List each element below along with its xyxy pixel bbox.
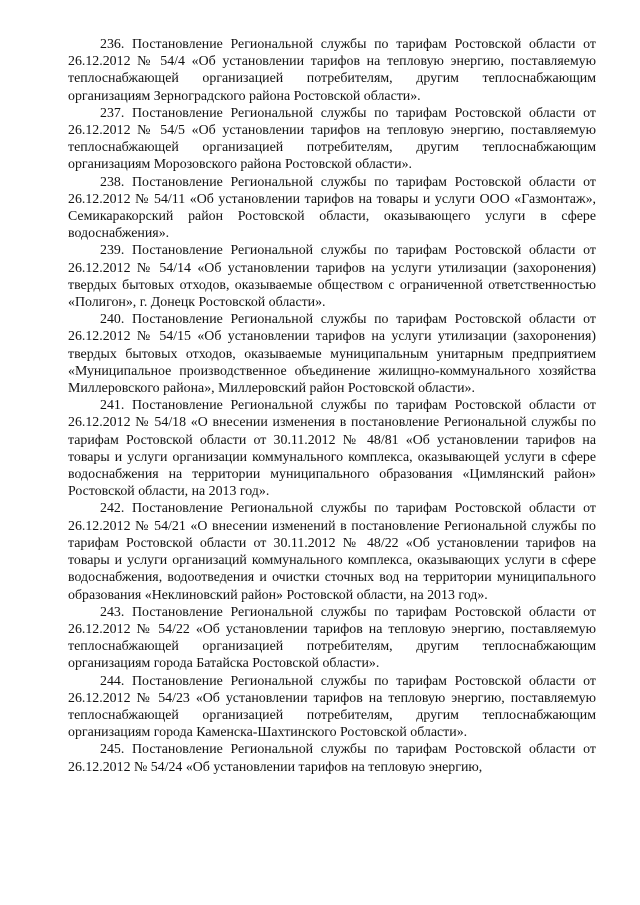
item-number: 240. bbox=[100, 312, 125, 328]
item-number: 237. bbox=[100, 105, 125, 121]
item-number: 245. bbox=[100, 742, 125, 758]
item-text: Постановление Региональной службы по тарифам Ростовской области от 26.12.2012 № 54/23 «Об установлении тарифов на тепловую энергию, поставляемую теплоснабжающей организацией потребителям, другим теплоснабжающим организациям города Каменска-Шахтинского Ростовской области». bbox=[68, 673, 596, 741]
item-text: Постановление Региональной службы по тарифам Ростовской области от 26.12.2012 № 54/15 «Об установлении тарифов на услуги утилизации (захоронения) твердых бытовых отходов, оказываемые муниципальным унитарным предприятием «Муниципальное производственное объединение жилищно-коммунального хозяйства Миллеровского района», Миллеровский район Ростовской области». bbox=[68, 312, 596, 397]
item-text: Постановление Региональной службы по тарифам Ростовской области от 26.12.2012 № 54/4 «Об установлении тарифов на тепловую энергию, поставляемую теплоснабжающей организацией потребителям, другим теплоснабжающим организациям Зерноградского района Ростовской области». bbox=[68, 37, 596, 104]
item-text: Постановление Региональной службы по тарифам Ростовской области от 26.12.2012 № 54/14 «Об установлении тарифов на услуги утилизации (захоронения) твердых бытовых отходов, оказываемые обществом с ограниченной ответственностью «Полигон», г. Донецк Ростовской области». bbox=[68, 243, 596, 311]
item-text: Постановление Региональной службы по тарифам Ростовской области от 26.12.2012 № 54/5 «Об установлении тарифов на тепловую энергию, поставляемую теплоснабжающей организацией потребителям, другим теплоснабжающим организациям Морозовского района Ростовской области». bbox=[68, 105, 596, 173]
list-item bbox=[68, 673, 596, 742]
item-number: 241. bbox=[100, 398, 125, 414]
document-page bbox=[68, 36, 596, 776]
list-item bbox=[68, 741, 596, 775]
list-item bbox=[68, 604, 596, 673]
list-item bbox=[68, 397, 596, 500]
item-number: 238. bbox=[100, 174, 125, 190]
item-number: 243. bbox=[100, 604, 125, 620]
item-text: Постановление Региональной службы по тарифам Ростовской области от 26.12.2012 № 54/24 «Об установлении тарифов на тепловую энергию, bbox=[68, 742, 596, 775]
list-item bbox=[68, 174, 596, 243]
item-number: 242. bbox=[100, 501, 125, 517]
list-item bbox=[68, 105, 596, 174]
item-number: 239. bbox=[100, 243, 125, 259]
item-number: 236. bbox=[100, 37, 125, 52]
item-text: Постановление Региональной службы по тарифам Ростовской области от 26.12.2012 № 54/11 «Об установлении тарифов на товары и услуги ООО «Газмонтаж», Семикаракорский район Ростовской области, оказывающего услуги в сфере водоснабжения». bbox=[68, 174, 596, 242]
list-item bbox=[68, 242, 596, 311]
item-text: Постановление Региональной службы по тарифам Ростовской области от 26.12.2012 № 54/22 «Об установлении тарифов на тепловую энергию, поставляемую теплоснабжающей организацией потребителям, другим теплоснабжающим организациям города Батайска Ростовской области». bbox=[68, 604, 596, 672]
item-text: Постановление Региональной службы по тарифам Ростовской области от 26.12.2012 № 54/18 «О внесении изменения в постановление Региональной службы по тарифам Ростовской области от 30.11.2012 № 48/81 «Об установлении тарифов на товары и услуги организации коммунального комплекса, оказывающей услуги в сфере водоснабжения на территории муниципального образования «Цимлянский район» Ростовской области, на 2013 год». bbox=[68, 398, 596, 500]
list-item bbox=[68, 36, 596, 105]
list-item bbox=[68, 500, 596, 603]
item-text: Постановление Региональной службы по тарифам Ростовской области от 26.12.2012 № 54/21 «О внесении изменений в постановление Региональной службы по тарифам Ростовской области от 30.11.2012 № 48/22 «Об установлении тарифов на товары и услуги организаций коммунального комплекса, оказывающих услуги в сфере водоснабжения, водоотведения и очистки сточных вод на территории муниципального образования «Неклиновский район» Ростовской области, на 2013 год». bbox=[68, 501, 596, 603]
item-number: 244. bbox=[100, 673, 125, 689]
list-item bbox=[68, 311, 596, 397]
